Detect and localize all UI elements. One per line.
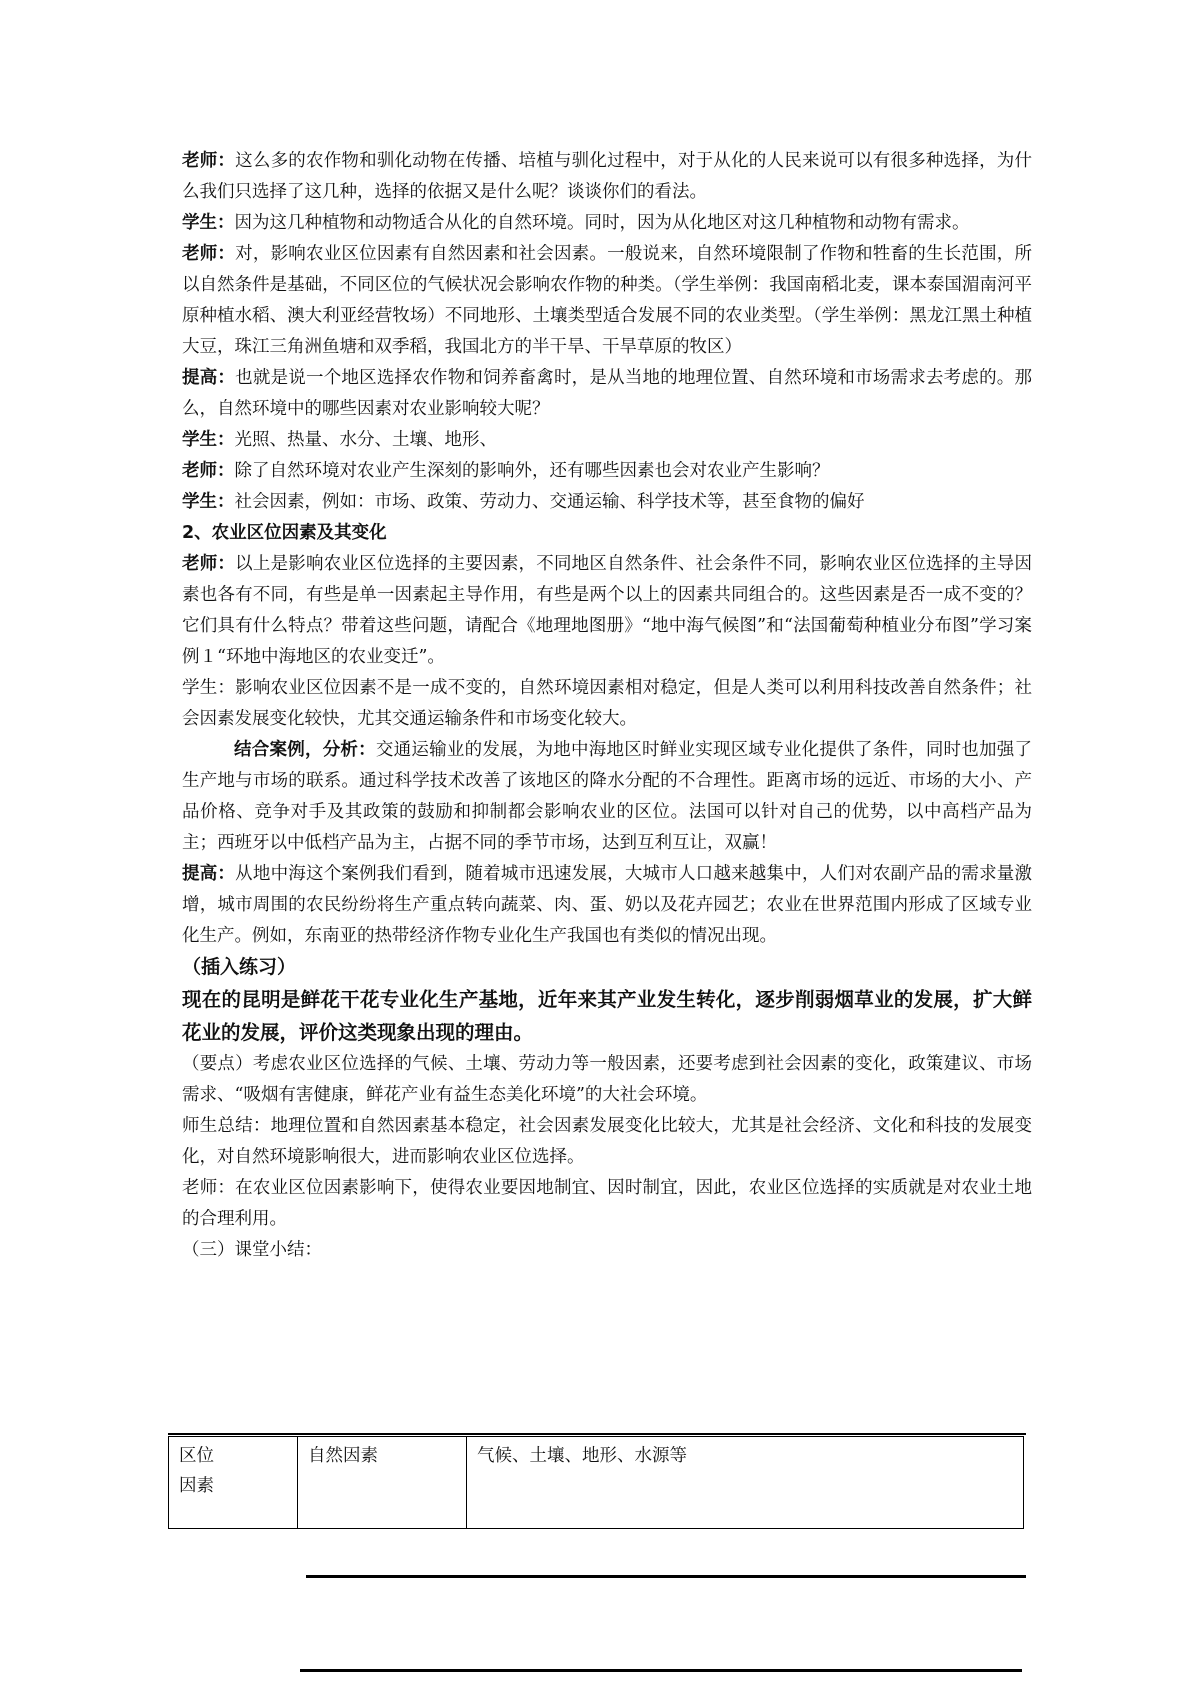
paragraph-text: 从地中海这个案例我们看到，随着城市迅速发展，大城市人口越来越集中，人们对农副产品的需求量激增，城市周围的农民纷纷将生产重点转向蔬菜、肉、蛋、奶以及花卉园艺；农业在世界范围内形成了区域专业化生产。例如，东南亚的热带经济作物专业化生产我国也有类似的情况出现。 <box>182 864 1032 946</box>
paragraph-text: 交通运输业的发展，为地中海地区时鲜业实现区域专业化提供了条件，同时也加强了生产地与市场的联系。通过科学技术改善了该地区的降水分配的不合理性。距离市场的远近、市场的大小、产品价格、竞争对手及其政策的鼓励和抑制都会影响农业的区位。法国可以针对自己的优势，以中高档产品为主；西班牙以中低档产品为主，占据不同的季节市场，达到互利互让，双赢！ <box>182 740 1033 853</box>
paragraph-text: 社会因素，例如：市场、政策、劳动力、交通运输、科学技术等，甚至食物的偏好 <box>234 492 865 512</box>
paragraph <box>182 239 1032 363</box>
speaker-label: 学生： <box>182 430 235 450</box>
paragraph-text: 这么多的农作物和驯化动物在传播、培植与驯化过程中，对于从化的人民来说可以有很多种选择，为什么我们只选择了这几种，选择的依据又是什么呢？谈谈你们的看法。 <box>182 151 1032 202</box>
case-analysis-label: 结合案例，分析： <box>234 740 376 760</box>
exercise-question: 现在的昆明是鲜花干花专业化生产基地，近年来其产业发生转化，逐步削弱烟草业的发展，扩大鲜花业的发展，评价这类现象出现的理由。 <box>182 988 1032 1044</box>
paragraph-text: 因为这几种植物和动物适合从化的自然环境。同时，因为从化地区对这几种植物和动物有需求。 <box>234 213 970 233</box>
body-text <box>182 146 1032 1266</box>
speaker-label: 老师： <box>182 461 235 481</box>
horizontal-rule <box>306 1575 1026 1578</box>
paragraph-text: 除了自然环境对农业产生深刻的影响外，还有哪些因素也会对农业产生影响？ <box>234 461 830 481</box>
summary-paragraph: 师生总结：地理位置和自然因素基本稳定，社会因素发展变化比较大，尤其是社会经济、文化和科技的发展变化，对自然环境影响很大，进而影响农业区位选择。 <box>182 1116 1032 1167</box>
table-row <box>169 1437 1024 1529</box>
speaker-label: 提高： <box>182 864 236 884</box>
paragraph <box>182 425 1032 456</box>
paragraph <box>182 549 1032 673</box>
speaker-label: 老师： <box>182 554 236 574</box>
section-heading: 2、农业区位因素及其变化 <box>182 523 387 543</box>
insert-exercise-title: （插入练习） <box>182 956 297 978</box>
summary-table <box>168 1436 1024 1529</box>
horizontal-rule <box>300 1669 1022 1672</box>
paragraph-text: 以上是影响农业区位选择的主要因素，不同地区自然条件、社会条件不同，影响农业区位选择的主导因素也各有不同，有些是单一因素起主导作用，有些是两个以上的因素共同组合的。这些因素是否一成不变的？它们具有什么特点？带着这些问题，请配合《地理地图册》“地中海气候图”和“法国葡萄种植业分布图”学习案例１“环地中海地区的农业变迁”。 <box>182 554 1032 667</box>
table-cell-natural-factor: 自然因素 <box>298 1437 467 1529</box>
table-top-rule <box>168 1433 1026 1435</box>
teacher-final-paragraph: 老师：在农业区位因素影响下，使得农业要因地制宜、因时制宜，因此，农业区位选择的实质就是对农业土地的合理利用。 <box>182 1178 1032 1229</box>
paragraph-text: 学生：影响农业区位因素不是一成不变的，自然环境因素相对稳定，但是人类可以利用科技改善自然条件；社会因素发展变化较快，尤其交通运输条件和市场变化较大。 <box>182 678 1032 729</box>
speaker-label: 老师： <box>182 151 236 171</box>
paragraph <box>182 487 1032 518</box>
paragraph-text: 对，影响农业区位因素有自然因素和社会因素。一般说来，自然环境限制了作物和牲畜的生长范围，所以自然条件是基础，不同区位的气候状况会影响农作物的种类。（学生举例：我国南稻北麦，课本泰国湄南河平原种植水稻、澳大利亚经营牧场）不同地形、土壤类型适合发展不同的农业类型。（学生举例：黑龙江黑土种植大豆，珠江三角洲鱼塘和双季稻，我国北方的半干旱、干旱草原的牧区） <box>182 244 1032 357</box>
speaker-label: 老师： <box>182 244 236 264</box>
speaker-label: 学生： <box>182 492 235 512</box>
summary-heading: （三）课堂小结： <box>182 1240 322 1260</box>
case-analysis-paragraph <box>182 735 1032 859</box>
speaker-label: 学生： <box>182 213 235 233</box>
paragraph-text: 也就是说一个地区选择农作物和饲养畜禽时，是从当地的地理位置、自然环境和市场需求去考虑的。那么，自然环境中的哪些因素对农业影响较大呢？ <box>182 368 1032 419</box>
paragraph <box>182 363 1032 425</box>
speaker-label: 提高： <box>182 368 236 388</box>
table-cell-location-factor: 区位 因素 <box>169 1437 298 1529</box>
key-points: （要点）考虑农业区位选择的气候、土壤、劳动力等一般因素，还要考虑到社会因素的变化，政策建议、市场需求、“吸烟有害健康，鲜花产业有益生态美化环境”的大社会环境。 <box>182 1054 1032 1105</box>
paragraph <box>182 673 1032 735</box>
paragraph <box>182 859 1032 952</box>
paragraph <box>182 146 1032 208</box>
paragraph-text: 光照、热量、水分、土壤、地形、 <box>234 430 497 450</box>
paragraph <box>182 208 1032 239</box>
table-cell-natural-examples: 气候、土壤、地形、水源等 <box>467 1437 1024 1529</box>
paragraph <box>182 456 1032 487</box>
